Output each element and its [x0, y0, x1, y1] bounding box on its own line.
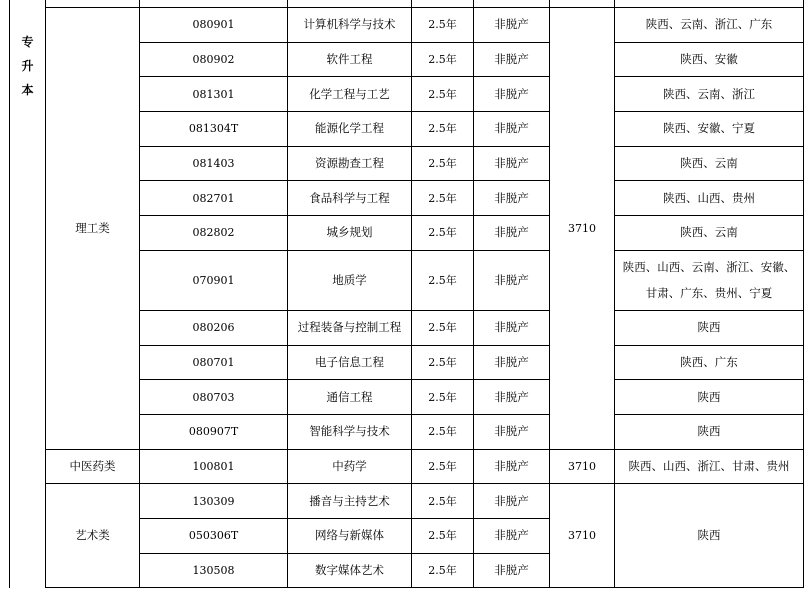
region: 陕西: [615, 484, 804, 588]
major-code: 081403: [140, 146, 288, 181]
level-cell: 专 升 本: [10, 8, 46, 588]
region: 陕西、安徽、宁夏: [615, 112, 804, 147]
study-mode: 非脱产: [474, 310, 550, 345]
fee-cell: 3710: [550, 449, 615, 484]
major-code: 082802: [140, 216, 288, 251]
study-mode: 非脱产: [474, 484, 550, 519]
region-line: 陕西、山西、云南、浙江、安徽、: [622, 260, 796, 275]
major-code: 081304T: [140, 112, 288, 147]
major-code: 070901: [140, 250, 288, 310]
region: 陕西: [615, 380, 804, 415]
study-mode: 非脱产: [474, 77, 550, 112]
major-name: 计算机科学与技术: [288, 8, 412, 43]
study-mode: 非脱产: [474, 216, 550, 251]
major-code: 100801: [140, 449, 288, 484]
major-name: 电子信息工程: [288, 345, 412, 380]
major-name: 网络与新媒体: [288, 518, 412, 553]
level-cell-top: [10, 0, 46, 8]
major-code: 082701: [140, 181, 288, 216]
study-mode: 非脱产: [474, 449, 550, 484]
majors-table: [9, 0, 804, 588]
major-name: 化学工程与工艺: [288, 77, 412, 112]
major-code: 050306T: [140, 518, 288, 553]
duration: 2.5年: [412, 77, 474, 112]
duration: 2.5年: [412, 310, 474, 345]
duration: 2.5年: [412, 250, 474, 310]
major-name: 地质学: [288, 250, 412, 310]
duration: 2.5年: [412, 414, 474, 449]
study-mode: 非脱产: [474, 181, 550, 216]
table-row: [10, 8, 804, 43]
study-mode: 非脱产: [474, 42, 550, 77]
fee-cell: 3710: [550, 484, 615, 588]
major-name: 过程装备与控制工程: [288, 310, 412, 345]
major-code: 080703: [140, 380, 288, 415]
duration: 2.5年: [412, 449, 474, 484]
major-name: 软件工程: [288, 42, 412, 77]
major-code: 080902: [140, 42, 288, 77]
study-mode: 非脱产: [474, 146, 550, 181]
study-mode: 非脱产: [474, 553, 550, 588]
major-code: 080206: [140, 310, 288, 345]
table-row: [10, 449, 804, 484]
study-mode: 非脱产: [474, 112, 550, 147]
duration: 2.5年: [412, 42, 474, 77]
duration: 2.5年: [412, 553, 474, 588]
region: 陕西、广东: [615, 345, 804, 380]
major-code: 080701: [140, 345, 288, 380]
major-name: 播音与主持艺术: [288, 484, 412, 519]
major-code: 130508: [140, 553, 288, 588]
region: 陕西、山西、浙江、甘肃、贵州: [615, 449, 804, 484]
region: 陕西: [615, 414, 804, 449]
major-name: 资源勘查工程: [288, 146, 412, 181]
major-name: 食品科学与工程: [288, 181, 412, 216]
table-row: [10, 484, 804, 519]
category-cell: 中医药类: [46, 449, 140, 484]
major-name: 中药学: [288, 449, 412, 484]
region: 陕西、山西、贵州: [615, 181, 804, 216]
duration: 2.5年: [412, 518, 474, 553]
region: 陕西、云南、浙江: [615, 77, 804, 112]
duration: 2.5年: [412, 216, 474, 251]
fee-cell: 3710: [550, 8, 615, 450]
study-mode: 非脱产: [474, 414, 550, 449]
major-code: 081301: [140, 77, 288, 112]
study-mode: 非脱产: [474, 518, 550, 553]
major-name: 城乡规划: [288, 216, 412, 251]
duration: 2.5年: [412, 181, 474, 216]
major-name: 数字媒体艺术: [288, 553, 412, 588]
major-name: 智能科学与技术: [288, 414, 412, 449]
category-cell: 理工类: [46, 8, 140, 450]
major-code: 080901: [140, 8, 288, 43]
category-cell: 艺术类: [46, 484, 140, 588]
duration: 2.5年: [412, 484, 474, 519]
region: 陕西、云南: [615, 146, 804, 181]
study-mode: 非脱产: [474, 380, 550, 415]
duration: 2.5年: [412, 112, 474, 147]
region: 陕西、云南: [615, 216, 804, 251]
region-line: 甘肃、广东、贵州、宁夏: [645, 286, 773, 301]
major-name: 通信工程: [288, 380, 412, 415]
region: [615, 250, 804, 310]
region: 陕西、云南、浙江、广东: [615, 8, 804, 43]
duration: 2.5年: [412, 345, 474, 380]
duration: 2.5年: [412, 8, 474, 43]
study-mode: 非脱产: [474, 8, 550, 43]
region: 陕西、安徽: [615, 42, 804, 77]
region: 陕西: [615, 310, 804, 345]
major-name: 能源化学工程: [288, 112, 412, 147]
major-code: 080907T: [140, 414, 288, 449]
duration: 2.5年: [412, 146, 474, 181]
table-row-cutoff: [10, 0, 804, 8]
study-mode: 非脱产: [474, 250, 550, 310]
major-code: 130309: [140, 484, 288, 519]
duration: 2.5年: [412, 380, 474, 415]
study-mode: 非脱产: [474, 345, 550, 380]
